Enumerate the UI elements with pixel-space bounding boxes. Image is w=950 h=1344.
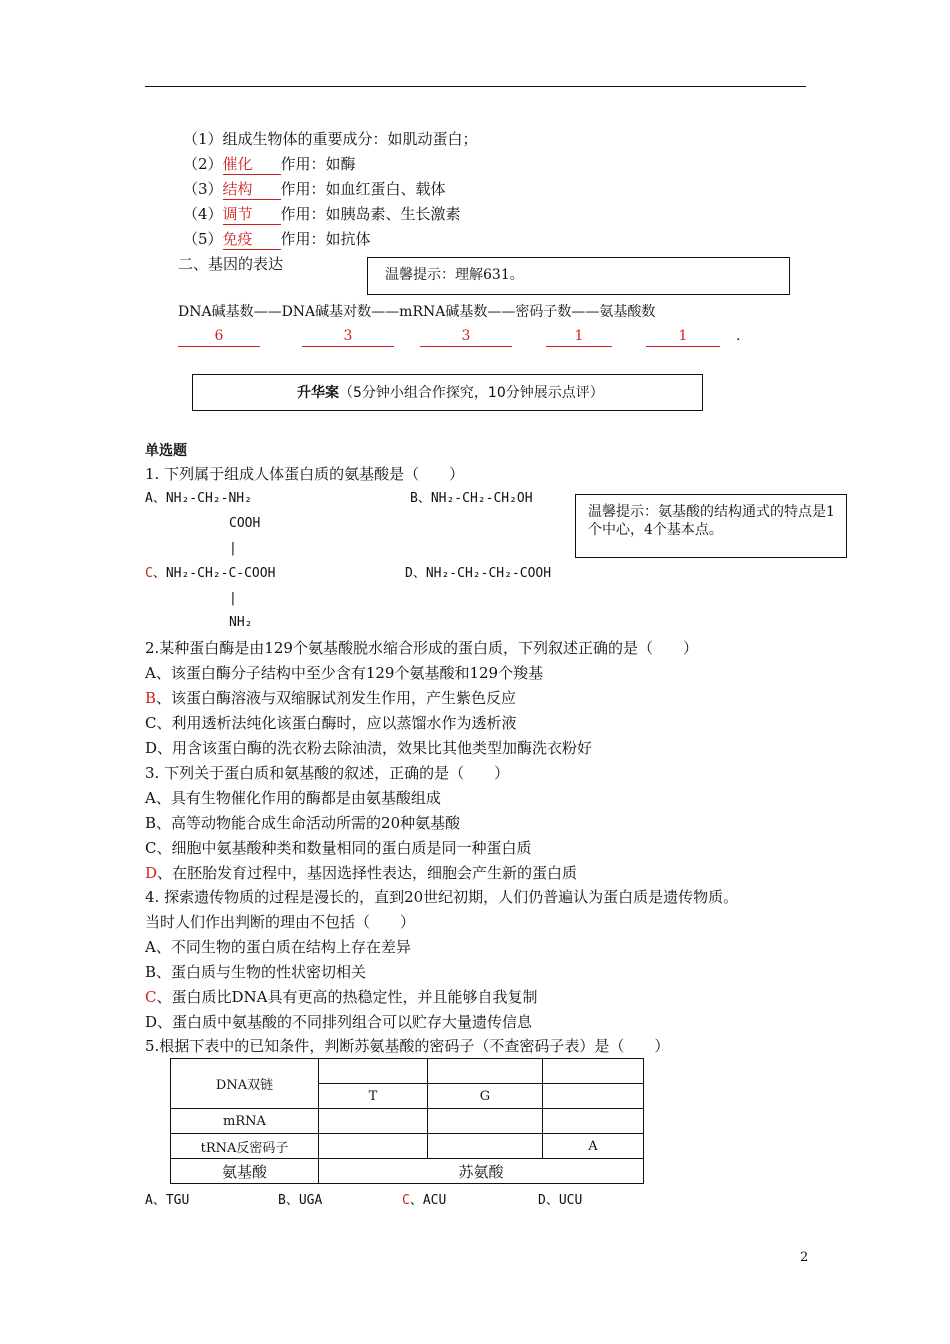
upgrade-title: 升华案（5分钟小组合作探究，10分钟展示点评） [297,385,604,401]
q1-c-cooh: COOH [229,516,261,531]
q3-option-b: B、高等动物能合成生命活动所需的20种氨基酸 [145,814,461,832]
q1-c-bond-top: | [229,541,237,556]
answer-dna-bases: 6 [178,329,260,347]
q4-option-a: A、不同生物的蛋白质在结构上存在差异 [145,938,411,956]
function-item-1: （1）组成生物体的重要成分：如肌动蛋白； [183,130,478,148]
q1-c-bond-bottom: | [229,591,237,606]
cell [428,1109,543,1134]
q4-stem-line1: 4. 探索遗传物质的过程是漫长的，直到20世纪初期，人们仍普遍认为蛋白质是遗传物质。 [145,888,739,906]
function-item-5: （5）免疫 作用：如抗体 [183,230,371,248]
q2-stem: 2.某种蛋白酶是由129个氨基酸脱水缩合形成的蛋白质，下列叙述正确的是（ ） [145,639,698,657]
q5-option-d: D、UCU [538,1193,583,1208]
q3-option-d: D、在胚胎发育过程中，基因选择性表达，细胞会产生新的蛋白质 [145,864,578,882]
q3-stem: 3. 下列关于蛋白质和氨基酸的叙述，正确的是（ ） [145,764,510,782]
dna-cell-1: T [319,1084,428,1109]
trna-cell-2 [428,1134,543,1159]
cell [428,1059,543,1084]
q1-option-b: B、NH₂-CH₂-CH₂OH [410,491,533,506]
cell [543,1059,644,1084]
mrna-label: mRNA [171,1109,319,1134]
q1-option-c: C、NH₂-CH₂-C-COOH [145,566,276,581]
answer-mrna-bases: 3 [420,329,512,347]
trna-cell-3: A [543,1134,644,1159]
q4-option-b: B、蛋白质与生物的性状密切相关 [145,963,367,981]
q4-option-c: C、蛋白质比DNA具有更高的热稳定性，并且能够自我复制 [145,988,538,1006]
dna-cell-2: G [428,1084,543,1109]
q5-stem: 5.根据下表中的已知条件，判断苏氨基酸的密码子（不查密码子表）是（ ） [145,1037,670,1055]
q2-option-a: A、该蛋白酶分子结构中至少含有129个氨基酸和129个羧基 [145,664,544,682]
q5-option-b: B、UGA [278,1193,323,1208]
cell [319,1109,428,1134]
q1-option-a: A、NH₂-CH₂-NH₂ [145,491,252,506]
q3-option-a: A、具有生物催化作用的酶都是由氨基酸组成 [145,789,441,807]
header-rule [145,86,806,87]
q3-option-c: C、细胞中氨基酸种类和数量相同的蛋白质是同一种蛋白质 [145,839,532,857]
base-chain: DNA碱基数——DNA碱基对数——mRNA碱基数——密码子数——氨基酸数 [178,304,656,320]
q1-c-nh2: NH₂ [229,615,253,630]
function-item-4: （4）调节 作用：如胰岛素、生长激素 [183,205,461,223]
function-item-3: （3）结构 作用：如血红蛋白、载体 [183,180,446,198]
q5-option-c: C、ACU [402,1193,447,1208]
cell [543,1109,644,1134]
q2-option-c: C、利用透析法纯化该蛋白酶时，应以蒸馏水作为透析液 [145,714,517,732]
answer-dna-pairs: 3 [302,329,394,347]
section2-heading: 二、基因的表达 [178,255,284,273]
q4-option-d: D、蛋白质中氨基酸的不同排列组合可以贮存大量遗传信息 [145,1013,533,1031]
aa-value: 苏氨酸 [319,1159,644,1184]
dna-label: DNA双链 [171,1059,319,1109]
upgrade-box [192,374,703,411]
q1-option-d: D、NH₂-CH₂-CH₂-COOH [405,566,552,581]
trna-label: tRNA反密码子 [171,1134,319,1159]
tip-box-2 [575,494,847,558]
tip-text-1: 温馨提示：理解631。 [385,267,524,283]
function-item-2: （2）催化 作用：如酶 [183,155,356,173]
answer-codons: 1 [546,329,612,347]
mcq-heading: 单选题 [145,443,187,459]
q4-stem-line2: 当时人们作出判断的理由不包括（ ） [145,913,416,931]
trna-cell-1 [319,1134,428,1159]
q2-option-d: D、用含该蛋白酶的洗衣粉去除油渍，效果比其他类型加酶洗衣粉好 [145,739,593,757]
cell [319,1059,428,1084]
answer-row: 6 3 3 1 1 . [178,329,740,347]
q5-option-a: A、TGU [145,1193,190,1208]
codon-table [170,1058,644,1184]
dna-cell-3 [543,1084,644,1109]
q2-option-b: B、该蛋白酶溶液与双缩脲试剂发生作用，产生紫色反应 [145,689,517,707]
answer-amino-acids: 1 [646,329,720,347]
page-number: 2 [800,1250,809,1265]
aa-label: 氨基酸 [171,1159,319,1184]
tip-box-1 [367,257,790,295]
q1-stem: 1. 下列属于组成人体蛋白质的氨基酸是（ ） [145,465,465,483]
tip-text-2: 温馨提示：氨基酸的结构通式的特点是1个中心，4个基本点。 [588,504,835,538]
